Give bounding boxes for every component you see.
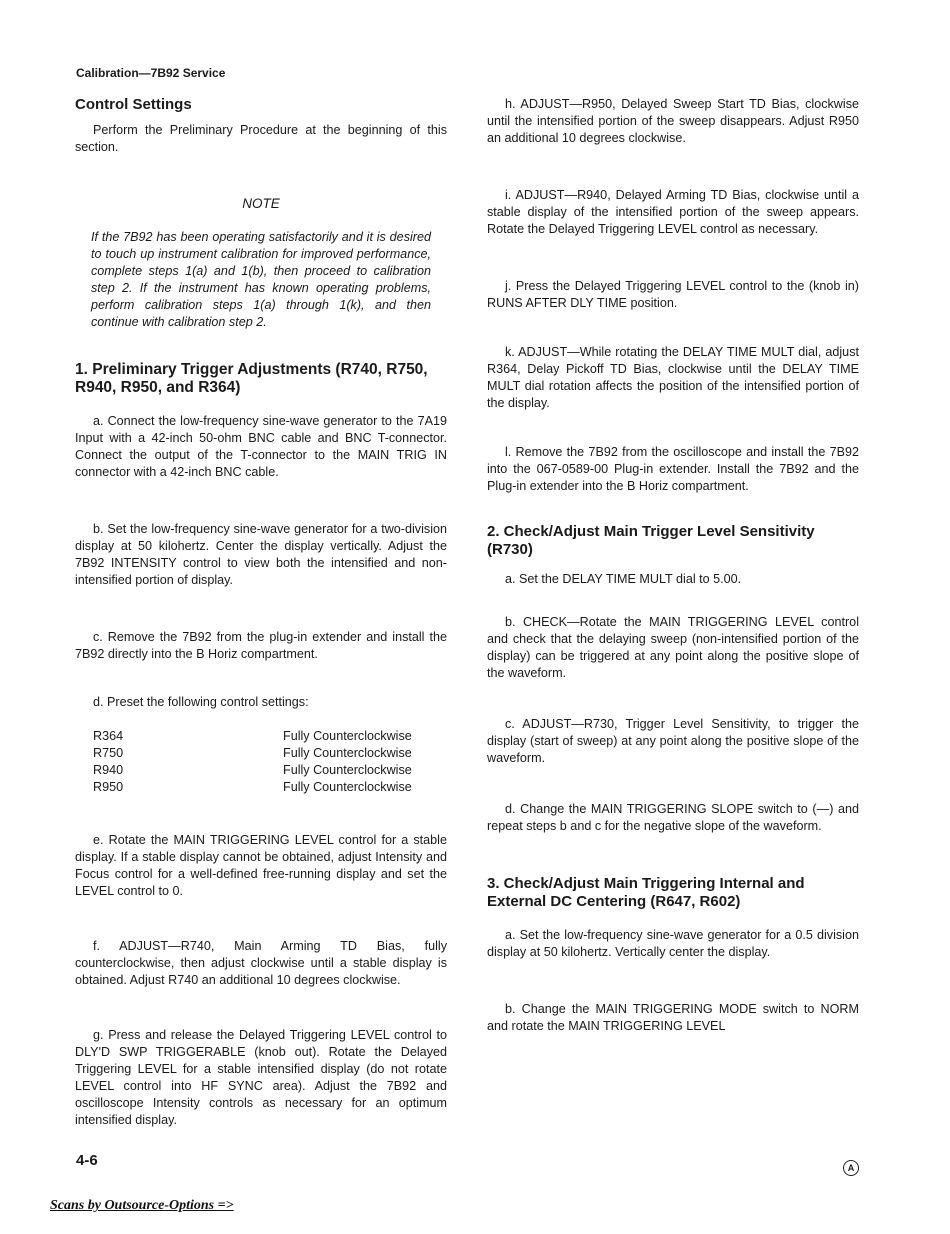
setting-value: Fully Counterclockwise (283, 763, 412, 777)
section3-heading: 3. Check/Adjust Main Triggering Internal and External DC Centering (R647, R602) (487, 875, 805, 910)
step-1c: c. Remove the 7B92 from the plug-in extender and install the 7B92 directly into the B Horiz compartment. (75, 630, 447, 661)
step-1l: l. Remove the 7B92 from the oscilloscope and install the 7B92 into the 067-0589-00 Plug-in extender. Install the 7B92 and the Plug-in extender into the B Horiz compartment. (487, 445, 859, 493)
step-1e: e. Rotate the MAIN TRIGGERING LEVEL control for a stable display. If a stable display cannot be obtained, adjust Intensity and Focus control for a well-defined free-running display and set the LEVEL control to 0. (75, 833, 447, 898)
step-2a: a. Set the DELAY TIME MULT dial to 5.00. (505, 572, 742, 586)
right-column (487, 96, 859, 1035)
step-1h: h. ADJUST—R950, Delayed Sweep Start TD Bias, clockwise until the intensified portion of the sweep disappears. Adjust R950 an additional 10 degrees clockwise. (487, 97, 859, 145)
running-head: Calibration—7B92 Service (76, 66, 226, 80)
step-1k: k. ADJUST—While rotating the DELAY TIME MULT dial, adjust R364, Delay Pickoff TD Bias, clockwise until the DELAY TIME MULT dial rotation affects the position of the intensified portion of the display. (487, 345, 859, 410)
step-1b: b. Set the low-frequency sine-wave generator for a two-division display at 50 kilohertz. Center the display vertically. Adjust the 7B92 INTENSITY control to view both the intensified and non-intensified portion of display. (75, 522, 447, 587)
control-settings-heading: Control Settings (75, 96, 192, 113)
step-1g: g. Press and release the Delayed Triggering LEVEL control to DLY'D SWP TRIGGERABLE (knob out). Rotate the Delayed Triggering LEVEL for a stable intensified display (do not rotate LEVEL control into HF SYNC area). Adjust the 7B92 and oscilloscope Intensity controls as necessary for an optimum intensified display. (75, 1028, 447, 1127)
section2-heading: 2. Check/Adjust Main Trigger Level Sensitivity (R730) (487, 523, 815, 558)
setting-value: Fully Counterclockwise (283, 746, 412, 760)
step-1a: a. Connect the low-frequency sine-wave generator to the 7A19 Input with a 42-inch 50-ohm BNC cable and BNC T-connector. Connect the output of the T-connector to the MAIN TRIG IN connector with a 42-inch BNC cable. (75, 414, 447, 479)
step-2b: b. CHECK—Rotate the MAIN TRIGGERING LEVEL control and check that the delaying sweep (non-intensified portion of the display) can be triggered at any point along the positive slope of the waveform. (487, 615, 859, 680)
note-title: NOTE (242, 196, 280, 211)
step-1j: j. Press the Delayed Triggering LEVEL control to the (knob in) RUNS AFTER DLY TIME position. (487, 279, 859, 310)
settings-row (75, 762, 447, 779)
setting-value: Fully Counterclockwise (283, 780, 412, 794)
step-3b: b. Change the MAIN TRIGGERING MODE switch to NORM and rotate the MAIN TRIGGERING LEVEL (487, 1002, 859, 1033)
setting-control: R364 (93, 729, 124, 743)
registered-mark-icon: A (843, 1160, 859, 1176)
setting-control: R750 (93, 746, 124, 760)
settings-row (75, 745, 447, 762)
control-settings-intro: Perform the Preliminary Procedure at the beginning of this section. (75, 123, 447, 154)
step-3a: a. Set the low-frequency sine-wave generator for a 0.5 division display at 50 kilohertz. Vertically center the display. (487, 928, 859, 959)
settings-row (75, 728, 447, 745)
settings-row (75, 779, 447, 796)
step-1i: i. ADJUST—R940, Delayed Arming TD Bias, clockwise until a stable display of the intensified portion of the sweep appears. Rotate the Delayed Triggering LEVEL control as necessary. (487, 188, 859, 236)
scan-credit-link[interactable]: Scans by Outsource-Options => (50, 1198, 234, 1213)
note-body: If the 7B92 has been operating satisfactorily and it is desired to touch up instrument calibration for improved performance, complete steps 1(a) and 1(b), then proceed to calibration step 2. If the instrument has known operating problems, perform calibration steps 1(a) through 1(k), and then continue with calibration step 2. (91, 230, 431, 329)
step-1f: f. ADJUST—R740, Main Arming TD Bias, fully counterclockwise, then adjust clockwise until a stable display is obtained. Adjust R740 an additional 10 degrees clockwise. (75, 939, 447, 987)
page-number: 4-6 (76, 1152, 98, 1169)
step-1d: d. Preset the following control settings: (93, 695, 309, 709)
setting-control: R940 (93, 763, 124, 777)
section1-heading: 1. Preliminary Trigger Adjustments (R740, R750, R940, R950, and R364) (75, 361, 428, 396)
step-2d: d. Change the MAIN TRIGGERING SLOPE switch to (—) and repeat steps b and c for the negative slope of the waveform. (487, 802, 859, 833)
step-2c: c. ADJUST—R730, Trigger Level Sensitivity, to trigger the display (start of sweep) at any point along the positive slope of the waveform. (487, 717, 859, 765)
left-column (75, 96, 447, 1129)
setting-control: R950 (93, 780, 124, 794)
setting-value: Fully Counterclockwise (283, 729, 412, 743)
control-settings-table (75, 728, 447, 796)
